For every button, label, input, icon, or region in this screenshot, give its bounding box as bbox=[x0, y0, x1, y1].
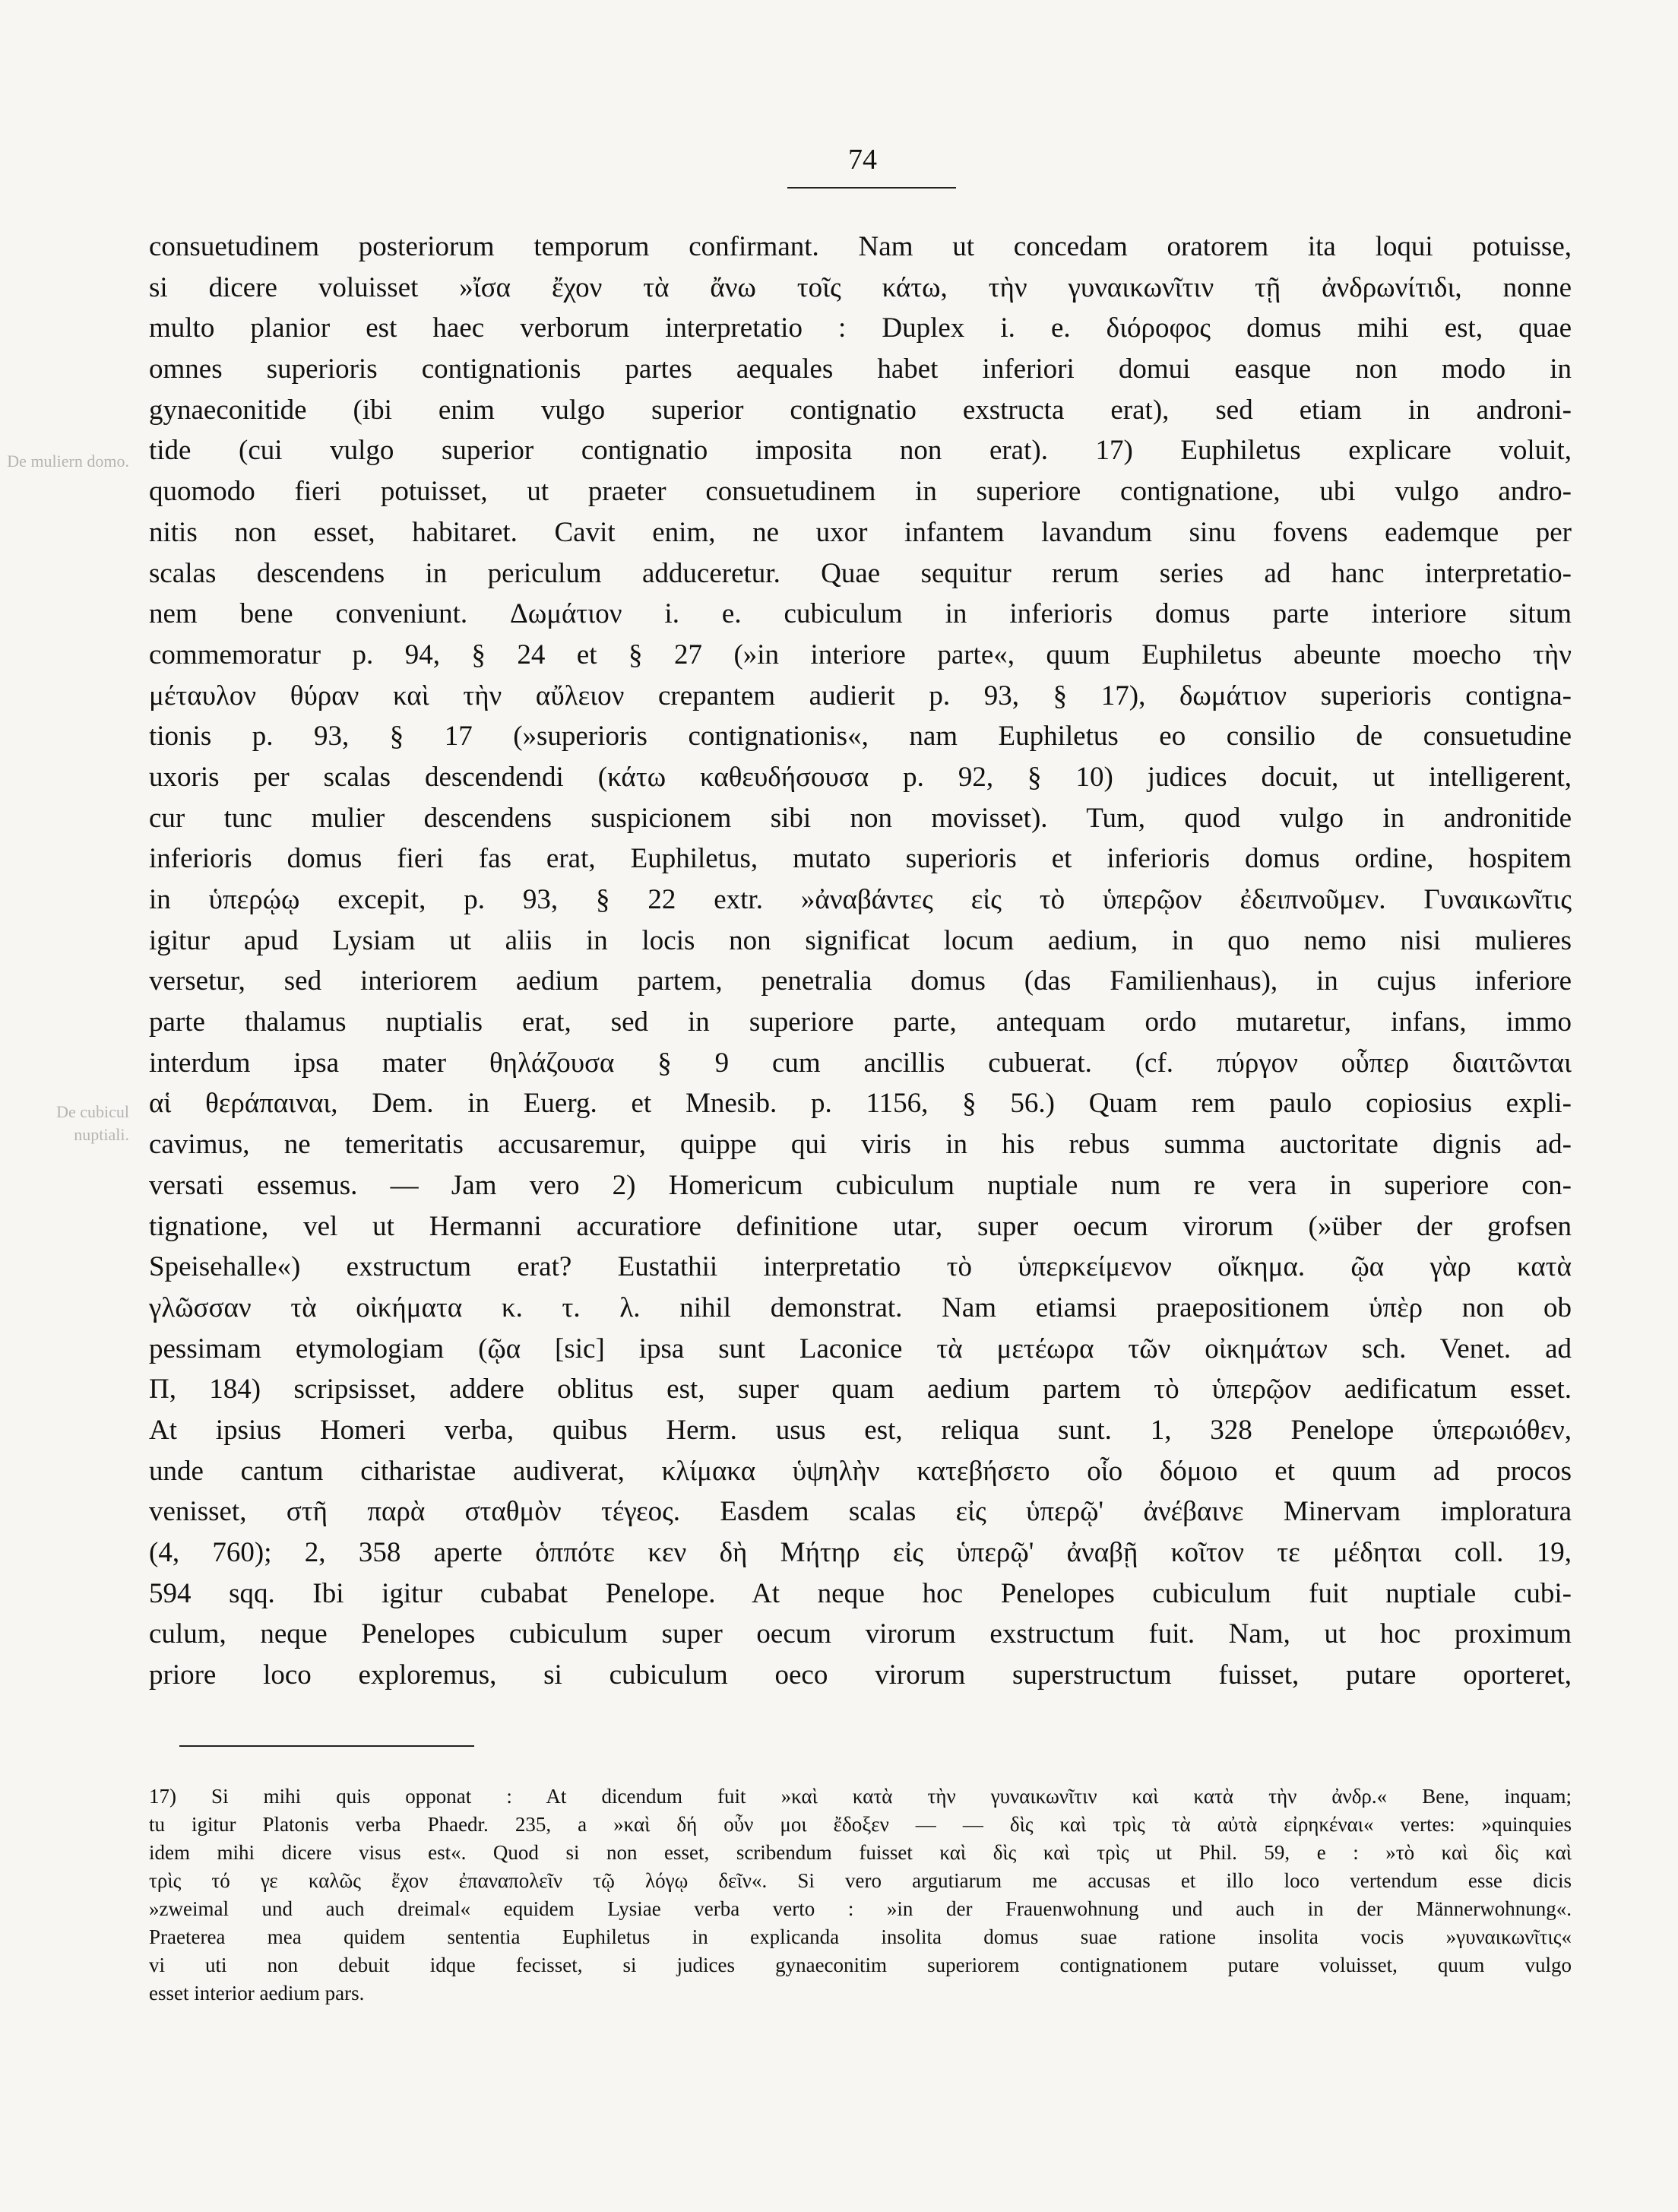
text-line: μέταυλον θύραν καὶ τὴν αὔλειον crepantem audierit p. 93, § 17), δωμάτιον superioris contigna- bbox=[149, 680, 1572, 711]
text-line: si dicere voluisset »ἴσα ἔχον τὰ ἄνω τοῖς κάτω, τὴν γυναικωνῖτιν τῇ ἀνδρωνίτιδι, nonne bbox=[149, 271, 1572, 303]
page-number: 74 bbox=[848, 144, 877, 176]
text-line: At ipsius Homeri verba, quibus Herm. usus est, reliqua sunt. 1, 328 Penelope ὑπερωιόθεν, bbox=[149, 1414, 1572, 1446]
text-line: Π, 184) scripsisset, addere oblitus est, super quam aedium partem τὸ ὑπερῷον aedificatum esset. bbox=[149, 1374, 1572, 1405]
text-line: cur tunc mulier descendens suspicionem sibi non movisset). Tum, quod vulgo in andronitide bbox=[149, 802, 1572, 834]
margin-note-de-cubiculo-nuptiali: De cubicul nuptiali. bbox=[56, 1102, 129, 1144]
text-line: tide (cui vulgo superior contignatio imposita non erat). 17) Euphiletus explicare voluit, bbox=[149, 435, 1572, 467]
text-line: inferioris domus fieri fas erat, Euphiletus, mutato superioris et inferioris domus ordine, hospitem bbox=[149, 843, 1572, 875]
text-line: multo planior est haec verborum interpretatio : Duplex i. e. διόροφος domus mihi est, quae bbox=[149, 312, 1572, 344]
text-line: priore loco exploremus, si cubiculum oeco virorum superstructum fuisset, putare oporteret, bbox=[149, 1659, 1572, 1691]
footnote-block bbox=[149, 1783, 1572, 2008]
text-line: nitis non esset, habitaret. Cavit enim, ne uxor infantem lavandum sinu fovens eademque per bbox=[149, 516, 1572, 548]
footnote-line: vi uti non debuit idque fecisset, si judices gynaeconitim superiorem contignationem putare voluisset, quum vulgo bbox=[149, 1954, 1572, 1976]
text-line: commemoratur p. 94, § 24 et § 27 (»in interiore parte«, quum Euphiletus abeunte moecho τὴν bbox=[149, 639, 1572, 670]
text-line: αἱ θεράπαιναι, Dem. in Euerg. et Mnesib. p. 1156, § 56.) Quam rem paulo copiosius expli- bbox=[149, 1088, 1572, 1120]
text-line: 594 sqq. Ibi igitur cubabat Penelope. At neque hoc Penelopes cubiculum fuit nuptiale cubi- bbox=[149, 1577, 1572, 1609]
text-line: tionis p. 93, § 17 (»superioris contignationis«, nam Euphiletus eo consilio de consuetudine bbox=[149, 721, 1572, 753]
text-line: tignatione, vel ut Hermanni accuratiore definitione utar, super oecum virorum (»über der grofsen bbox=[149, 1210, 1572, 1242]
text-line: interdum ipsa mater θηλάζουσα § 9 cum ancillis cubuerat. (cf. πύργον οὗπερ διαιτῶνται bbox=[149, 1047, 1572, 1079]
footnote-line: 17) Si mihi quis opponat : At dicendum fuit »καὶ κατὰ τὴν γυναικωνῖτιν καὶ κατὰ τὴν ἀνδρ.« Bene, inquam; bbox=[149, 1785, 1572, 1808]
text-line: γλῶσσαν τὰ οἰκήματα κ. τ. λ. nihil demonstrat. Nam etiamsi praepositionem ὑπὲρ non ob bbox=[149, 1291, 1572, 1323]
text-line: parte thalamus nuptialis erat, sed in superiore parte, antequam ordo mutaretur, infans, immo bbox=[149, 1006, 1572, 1038]
footnote-line: idem mihi dicere visus est«. Quod si non esset, scribendum fuisset καὶ δὶς καὶ τρὶς ut Phil. 59, e : »τὸ καὶ δὶς καὶ bbox=[149, 1841, 1572, 1864]
footnote-rule bbox=[179, 1745, 474, 1747]
text-line: gynaeconitide (ibi enim vulgo superior contignatio exstructa erat), sed etiam in androni- bbox=[149, 394, 1572, 426]
text-line: in ὑπερῴῳ excepit, p. 93, § 22 extr. »ἀναβάντες εἰς τὸ ὑπερῷον ἐδειπνοῦμεν. Γυναικωνῖτις bbox=[149, 884, 1572, 915]
footnote-line: tu igitur Platonis verba Phaedr. 235, a »καὶ δή οὖν μοι ἔδοξεν — — δὶς καὶ τρὶς τὰ αὐτὰ εἰρηκέναι« vertes: »quinquies bbox=[149, 1813, 1572, 1836]
text-line: consuetudinem posteriorum temporum confirmant. Nam ut concedam oratorem ita loqui potuisse, bbox=[149, 231, 1572, 262]
text-line: cavimus, ne temeritatis accusaremur, quippe qui viris in his rebus summa auctoritate dignis ad- bbox=[149, 1129, 1572, 1161]
text-line: unde cantum citharistae audiverat, κλίμακα ὑψηλὴν κατεβήσετο οἷο δόμοιο et quum ad procos bbox=[149, 1455, 1572, 1487]
text-line: pessimam etymologiam (ῷα [sic] ipsa sunt Laconice τὰ μετέωρα τῶν οἰκημάτων sch. Venet. ad bbox=[149, 1333, 1572, 1364]
text-line: Speisehalle«) exstructum erat? Eustathii interpretatio τὸ ὑπερκείμενον οἴκημα. ῷα γὰρ κατὰ bbox=[149, 1251, 1572, 1283]
text-line: venisset, στῆ παρὰ σταθμὸν τέγεος. Easdem scalas εἰς ὑπερῷ' ἀνέβαινε Minervam imploratura bbox=[149, 1496, 1572, 1528]
margin-note-de-muliern-domo: De muliern domo. bbox=[7, 452, 129, 471]
main-text-block bbox=[149, 227, 1572, 1696]
text-line: omnes superioris contignationis partes aequales habet inferiori domui easque non modo in bbox=[149, 353, 1572, 385]
text-line: uxoris per scalas descendendi (κάτω καθευδήσουσα p. 92, § 10) judices docuit, ut intelligerent, bbox=[149, 761, 1572, 793]
footnote-line: Praeterea mea quidem sententia Euphiletus in explicanda insolita domus suae ratione insolita vocis »γυναικωνῖτις« bbox=[149, 1925, 1572, 1948]
text-line: quomodo fieri potuisset, ut praeter consuetudinem in superiore contignatione, ubi vulgo andro- bbox=[149, 476, 1572, 508]
text-line: versati essemus. — Jam vero 2) Homericum cubiculum nuptiale num re vera in superiore con- bbox=[149, 1169, 1572, 1201]
text-line: versetur, sed interiorem aedium partem, penetralia domus (das Familienhaus), in cujus inferiore bbox=[149, 965, 1572, 997]
footnote-line: τρὶς τό γε καλῶς ἔχον ἐπαναπολεῖν τῷ λόγῳ δεῖν«. Si vero argutiarum me accusas et illo loco vertendum esse dicis bbox=[149, 1869, 1572, 1892]
text-line: culum, neque Penelopes cubiculum super oecum virorum exstructum fuit. Nam, ut hoc proximum bbox=[149, 1618, 1572, 1650]
text-line: (4, 760); 2, 358 aperte ὁππότε κεν δὴ Μήτηρ εἰς ὑπερῷ' ἀναβῇ κοῖτον τε μέδηται coll. 19, bbox=[149, 1537, 1572, 1568]
footnote-line: esset interior aedium pars. bbox=[149, 1982, 365, 2004]
header-rule bbox=[787, 187, 956, 189]
text-line: scalas descendens in periculum adduceretur. Quae sequitur rerum series ad hanc interpretatio- bbox=[149, 557, 1572, 589]
text-line: nem bene conveniunt. Δωμάτιον i. e. cubiculum in inferioris domus parte interiore situm bbox=[149, 598, 1572, 630]
footnote-line: »zweimal und auch dreimal« equidem Lysiae verba verto : »in der Frauenwohnung und auch in der Männerwohnung«. bbox=[149, 1897, 1572, 1920]
text-line: igitur apud Lysiam ut aliis in locis non significat locum aedium, in quo nemo nisi mulieres bbox=[149, 924, 1572, 956]
